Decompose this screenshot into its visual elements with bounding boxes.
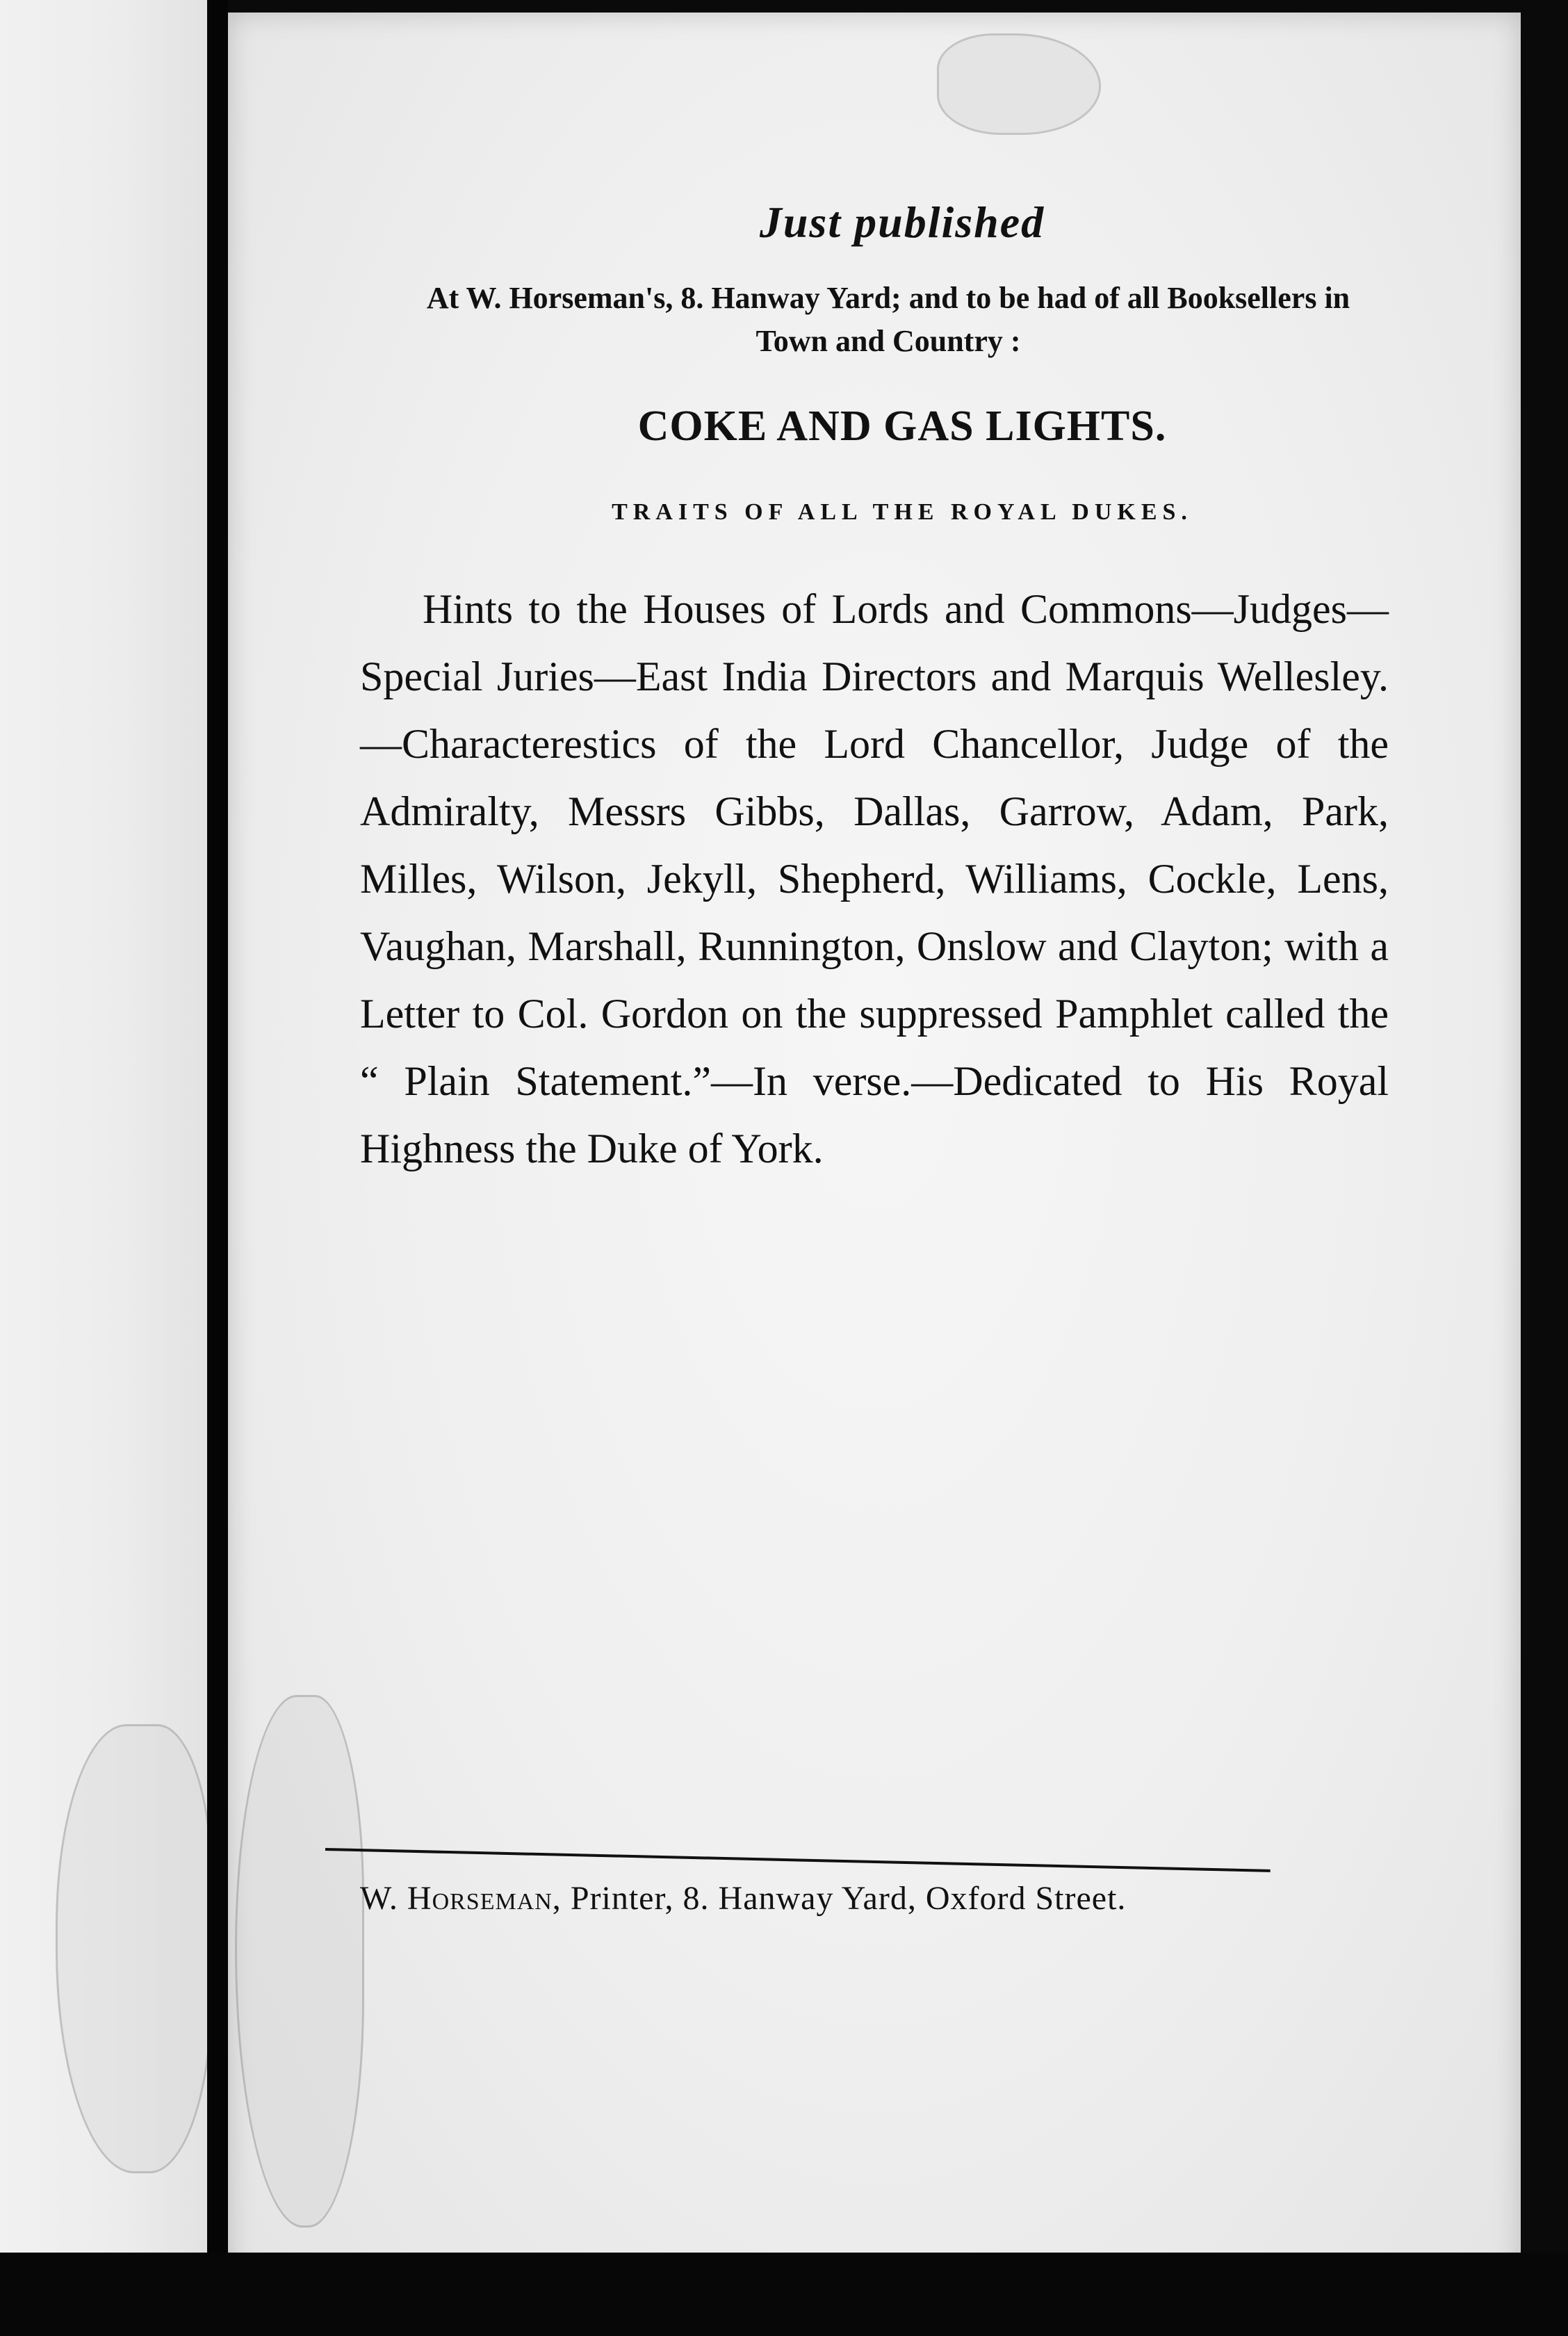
printer-address: Printer, 8. Hanway Yard, Oxford Street.: [561, 1880, 1127, 1917]
book-gutter: [207, 0, 228, 2336]
body-text: [360, 576, 1389, 1183]
body-paragraph: Hints to the Houses of Lords and Commons—Judges—Special Juries—East India Directors and Marquis Wellesley.—Characterestics of the Lord Chancellor, Judge of the Admiralty, Messrs Gibbs, Dallas, Garrow, Adam, Park, Milles, Wilson, Jekyll, Shepherd, Williams, Cockle, Lens, Vaughan, Marshall, Runnington, Onslow and Clayton; with a Letter to Col. Gordon on the suppressed Pamphlet called the “ Plain Statement.”—In verse.—Dedicated to His Royal Highness the Duke of York.: [360, 586, 1389, 1171]
subtitle: TRAITS OF ALL THE ROYAL DUKES.: [612, 499, 1193, 525]
printer-name: W. Horseman,: [360, 1880, 562, 1917]
facing-page: [0, 0, 207, 2253]
water-stain: [56, 1724, 213, 2173]
title: COKE AND GAS LIGHTS.: [637, 403, 1167, 450]
water-stain: [235, 1695, 364, 2228]
water-stain: [937, 33, 1101, 135]
book-page: [228, 13, 1521, 2279]
divider-rule: [325, 1848, 1271, 1872]
scan-border: [0, 2253, 1568, 2336]
printer-imprint: [360, 1879, 1416, 1917]
heading-just-published: Just published: [759, 197, 1045, 247]
publisher-line: At W. Horseman's, 8. Hanway Yard; and to be had of all Booksellers in Town and Country :: [426, 281, 1350, 358]
